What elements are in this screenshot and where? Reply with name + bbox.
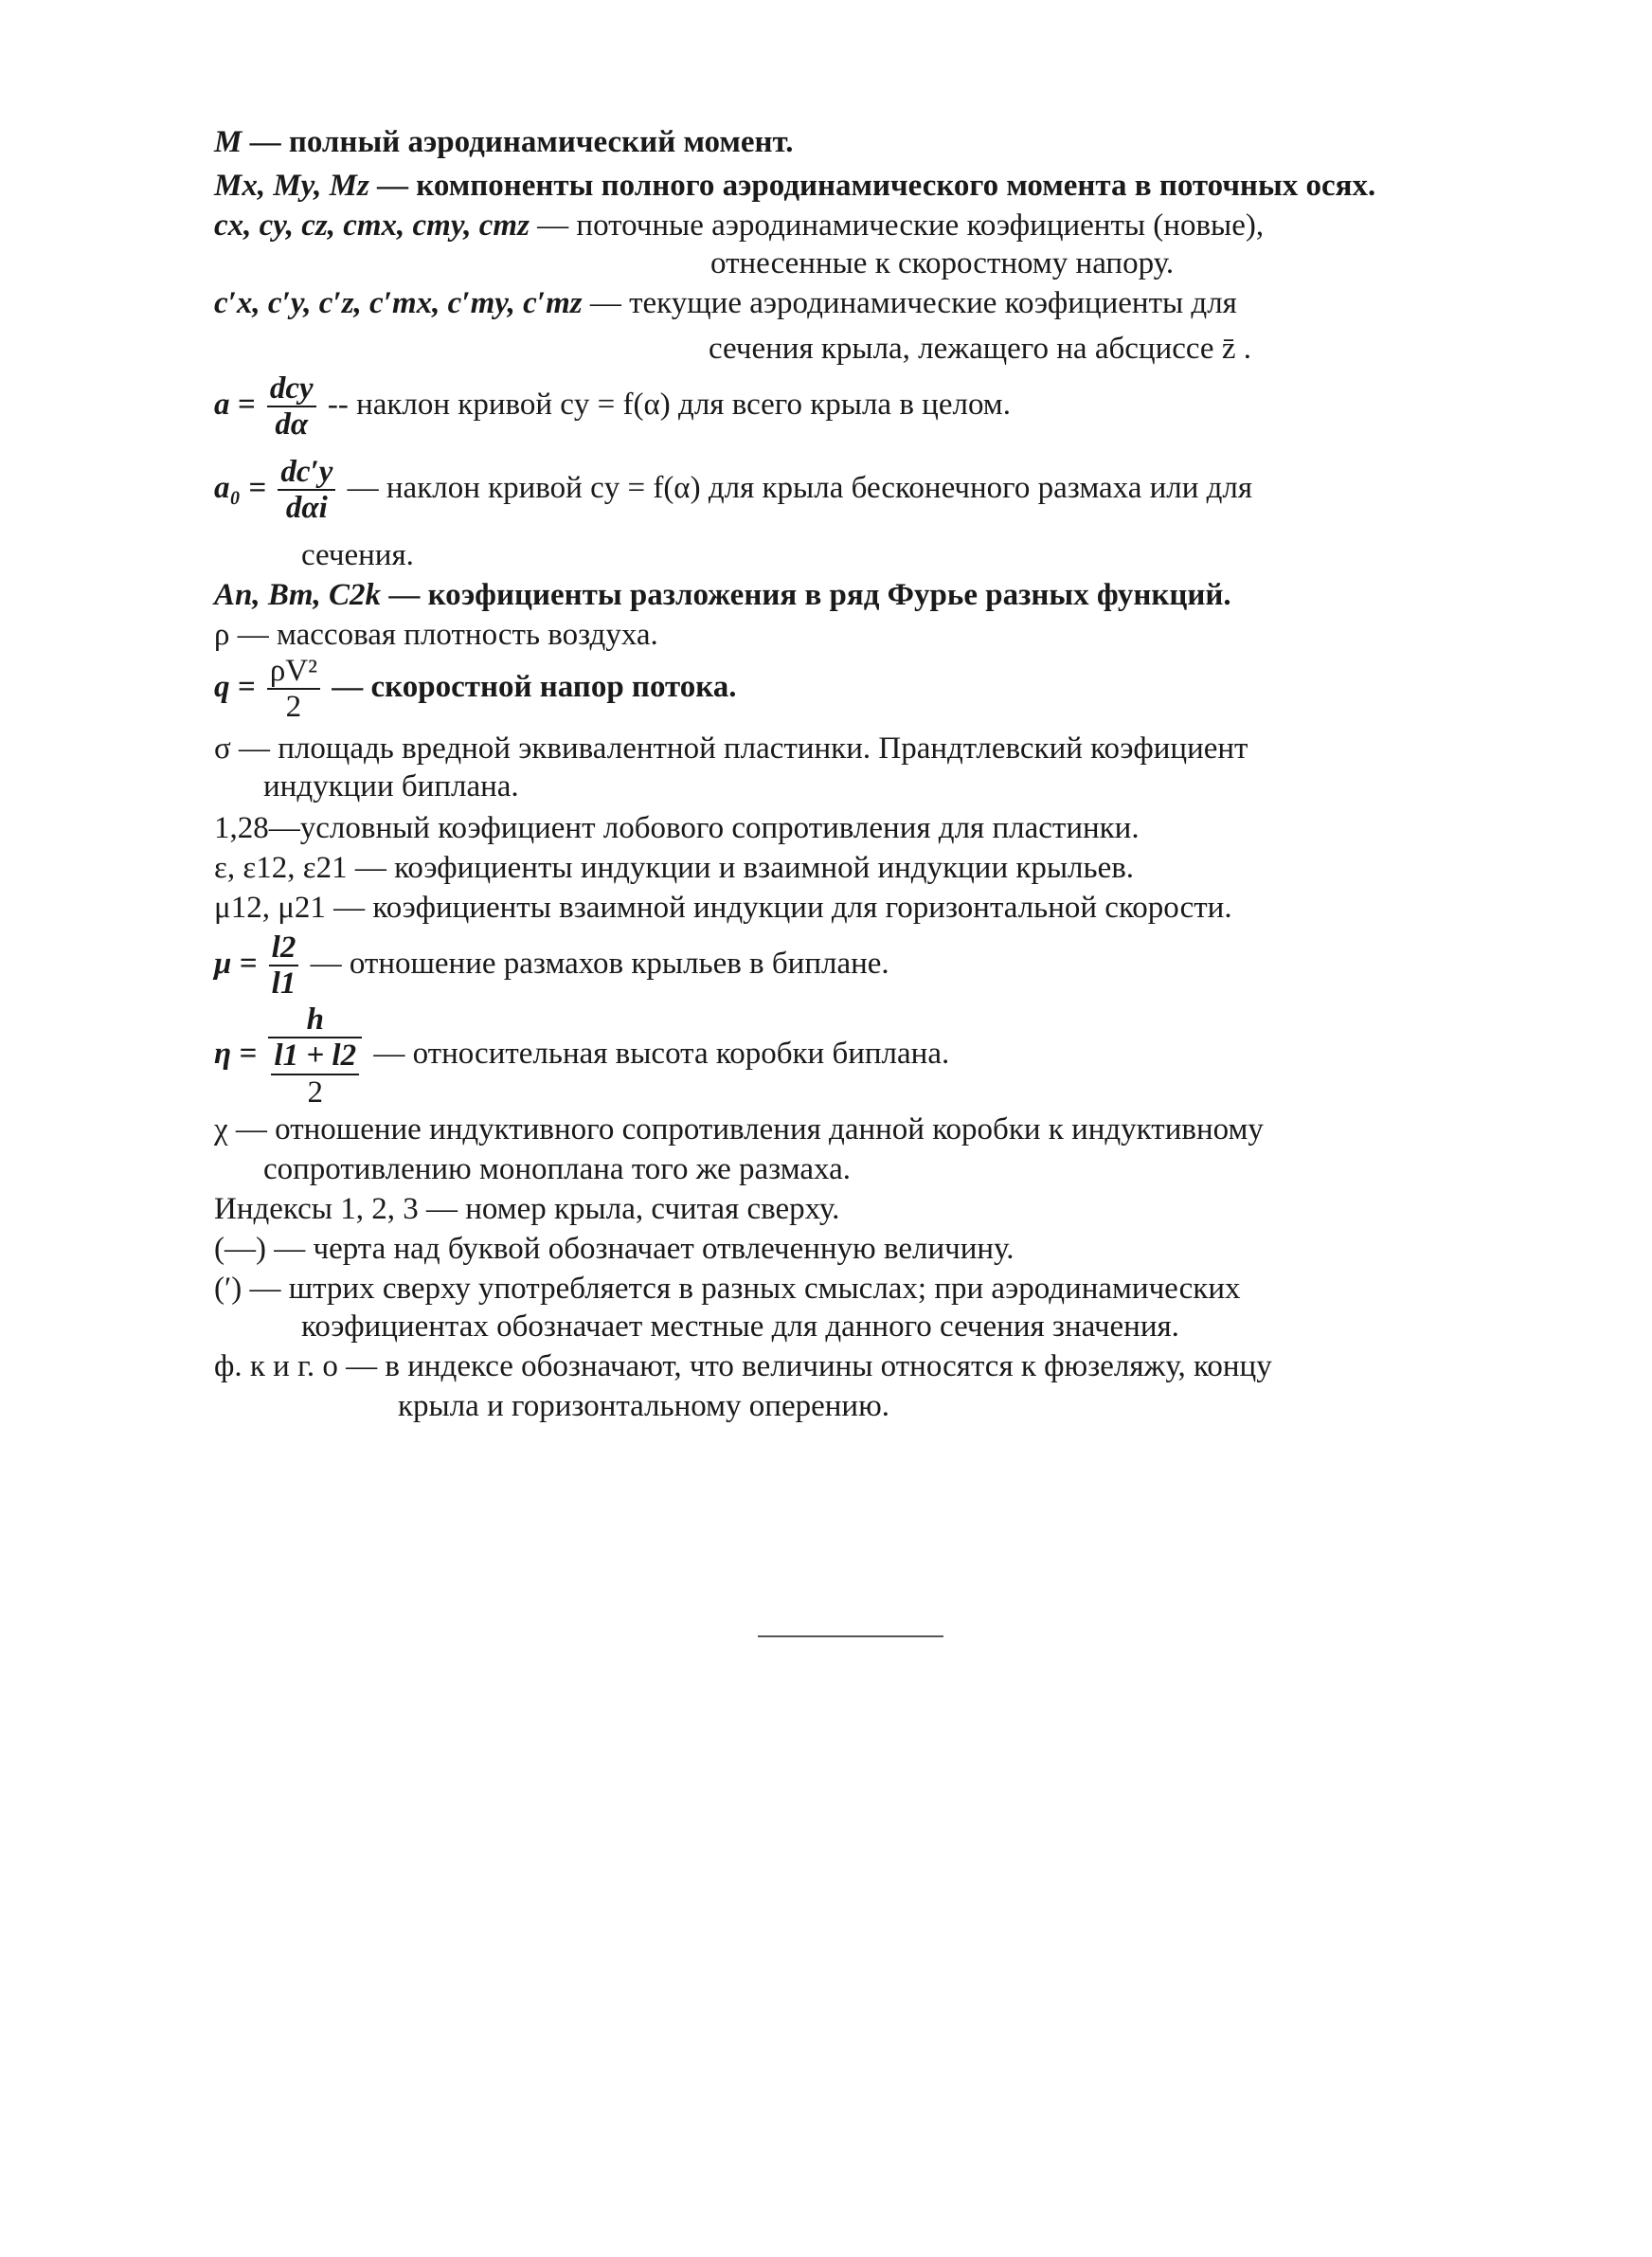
legend-line-moment xyxy=(214,123,1446,161)
legend-line-drag-coefficient: 1,28—условный коэфициент лобового сопротивления для пластинки. xyxy=(214,811,1140,845)
fraction xyxy=(269,930,299,1002)
legend-line-flat-plate: σ — площадь вредной эквивалентной пластинки. Прандтлевский коэфициент xyxy=(214,731,1248,766)
legend-line-fourier xyxy=(214,576,1446,614)
legend-line-continuation: сечения. xyxy=(301,538,414,572)
denominator: dαi xyxy=(285,491,328,526)
legend-line-prime-notation: (′) — штрих сверху употребляется в разных смыслах; при аэродинамических xyxy=(214,1272,1241,1306)
fraction xyxy=(278,455,335,526)
inner-fraction xyxy=(271,1038,359,1110)
definition: — относительная высота коробки биплана. xyxy=(366,1037,950,1072)
legend-line-section-slope xyxy=(214,455,1446,526)
legend-line-dynamic-pressure xyxy=(214,654,1446,725)
legend-line-gap-ratio xyxy=(214,1002,1446,1110)
legend-line-stream-coefficients xyxy=(214,207,1446,244)
formula-lhs: a = xyxy=(214,387,256,422)
legend-line-continuation: сечения крыла, лежащего на абсциссе z̄ . xyxy=(709,332,1251,366)
legend-line-continuation: крыла и горизонтальному оперению. xyxy=(398,1389,889,1423)
formula-lhs: q = xyxy=(214,669,256,704)
numerator: l2 xyxy=(269,930,299,966)
numerator: dcy xyxy=(267,371,316,407)
definition: -- наклон кривой cy = f(α) для всего крыла в целом. xyxy=(319,387,1011,422)
denominator: l1 xyxy=(271,966,296,1002)
legend-line-mutual-induction: μ12, μ21 — коэфициенты взаимной индукции для горизонтальной скорости. xyxy=(214,891,1232,925)
fraction xyxy=(268,1002,362,1110)
fraction xyxy=(267,371,316,442)
inner-denominator: 2 xyxy=(307,1074,323,1110)
legend-line-indices: Индексы 1, 2, 3 — номер крыла, считая сверху. xyxy=(214,1192,840,1226)
formula-lhs: η = xyxy=(214,1037,258,1072)
legend-line-moment-components xyxy=(214,167,1446,205)
definition: — полный аэродинамический момент. xyxy=(242,125,794,159)
end-separator-rule xyxy=(758,1635,943,1637)
legend-line-induction: ε, ε12, ε21 — коэфициенты индукции и взаимной индукции крыльев. xyxy=(214,851,1135,885)
denominator xyxy=(268,1038,362,1110)
legend-line-span-ratio xyxy=(214,930,1446,1002)
legend-line-density: ρ — массовая плотность воздуха. xyxy=(214,618,658,652)
legend-line-bar-notation: (—) — черта над буквой обозначает отвлеченную величину. xyxy=(214,1232,1015,1266)
legend-line-lift-slope xyxy=(214,371,1446,442)
symbol: c′x, c′y, c′z, c′mx, c′my, c′mz xyxy=(214,286,583,320)
definition: — скоростной напор потока. xyxy=(324,669,737,704)
denominator: dα xyxy=(275,407,309,442)
symbol: M xyxy=(214,125,242,159)
legend-line-continuation: отнесенные к скоростному напору. xyxy=(710,246,1175,280)
definition: — компоненты полного аэродинамического момента в поточных осях. xyxy=(368,169,1376,203)
symbol: An, Bm, C2k xyxy=(214,578,382,612)
inner-numerator: l1 + l2 xyxy=(271,1038,359,1074)
numerator: ρV² xyxy=(267,654,320,690)
symbol: cx, cy, cz, cmx, cmy, cmz xyxy=(214,208,530,243)
symbol: Mx, My, Mz xyxy=(214,169,369,203)
definition: — коэфициенты разложения в ряд Фурье разных функций. xyxy=(381,578,1231,612)
formula-lhs: a₀ = xyxy=(214,470,267,505)
numerator: h xyxy=(268,1002,362,1038)
legend-line-subscripts: ф. к и г. о — в индексе обозначают, что величины относятся к фюзеляжу, концу xyxy=(214,1349,1272,1383)
fraction xyxy=(267,654,320,725)
legend-line-local-coefficients xyxy=(214,284,1446,322)
definition: — поточные аэродинамические коэфициенты (новые), xyxy=(529,208,1265,243)
numerator: dc′y xyxy=(278,455,335,491)
denominator: 2 xyxy=(285,690,302,725)
legend-line-continuation: коэфициентах обозначает местные для данного сечения значения. xyxy=(301,1309,1179,1344)
definition: — наклон кривой cy = f(α) для крыла бесконечного размаха или для xyxy=(339,470,1253,505)
legend-line-induced-drag-ratio: χ — отношение индуктивного сопротивления данной коробки к индуктивному xyxy=(214,1112,1264,1147)
legend-line-continuation: индукции биплана. xyxy=(263,769,519,803)
definition: — отношение размахов крыльев в биплане. xyxy=(302,946,889,981)
legend-line-continuation: сопротивлению моноплана того же размаха. xyxy=(263,1152,852,1186)
definition: — текущие аэродинамические коэфициенты для xyxy=(582,286,1237,320)
formula-lhs: μ = xyxy=(214,946,258,981)
